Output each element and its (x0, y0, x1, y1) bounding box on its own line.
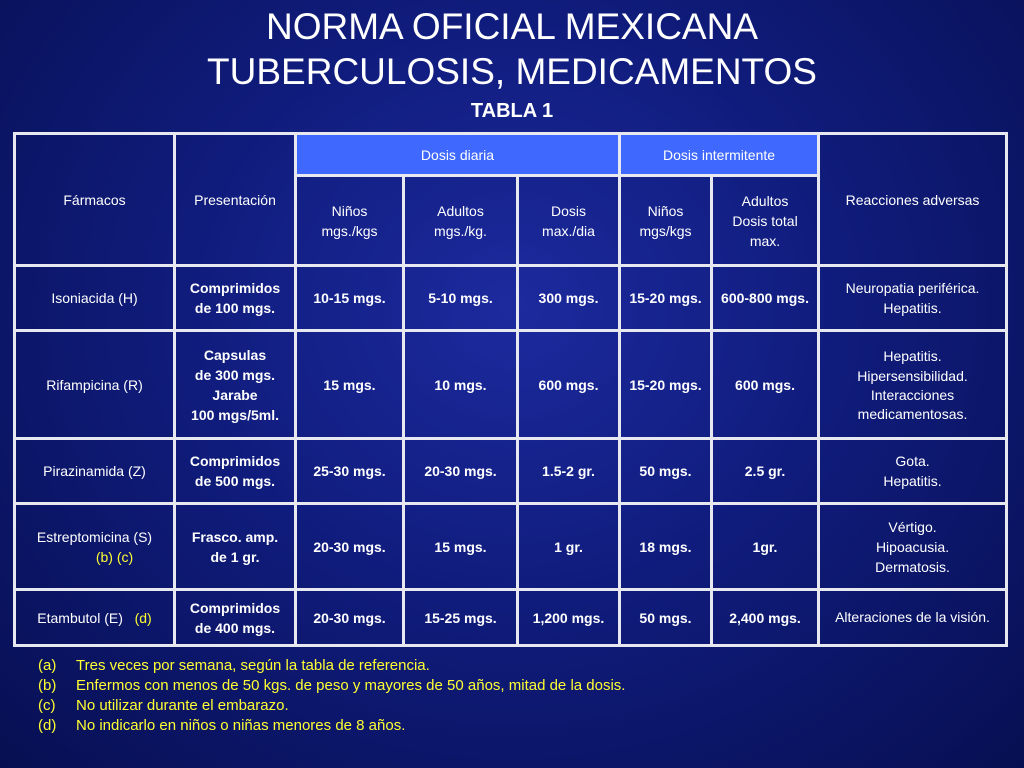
dose-adultos: 5-10 mgs. (404, 266, 518, 331)
dose-ninos: 25-30 mgs. (296, 439, 404, 504)
dose-max: 300 mgs. (518, 266, 620, 331)
header-reacciones: Reacciones adversas (819, 134, 1007, 266)
dose-int-ninos: 18 mgs. (620, 504, 712, 590)
presentation-line: Comprimidos (189, 599, 281, 616)
reaction-item: Hepatitis. (883, 347, 942, 364)
footnote-text: No utilizar durante el embarazo. (76, 697, 289, 714)
presentation-line: de 300 mgs. (194, 366, 276, 383)
header-farmacos: Fármacos (15, 134, 175, 266)
presentation (175, 590, 296, 646)
reaction-item: Vértigo. (888, 518, 937, 535)
dose-int-adultos: 2.5 gr. (712, 439, 819, 504)
drug-label: Etambutol (E) (37, 609, 123, 626)
presentation (175, 504, 296, 590)
header-row-1 (15, 134, 1007, 176)
footnotes (38, 656, 625, 736)
presentation (175, 266, 296, 331)
table-row (15, 590, 1007, 646)
presentation-line: de 1 gr. (210, 548, 260, 565)
adverse-reactions (819, 331, 1007, 439)
dose-int-adultos: 600-800 mgs. (712, 266, 819, 331)
dose-int-ninos: 15-20 mgs. (620, 331, 712, 439)
presentation (175, 439, 296, 504)
dose-adultos: 20-30 mgs. (404, 439, 518, 504)
dose-adultos: 15-25 mgs. (404, 590, 518, 646)
dose-ninos: 20-30 mgs. (296, 504, 404, 590)
dose-ninos: 20-30 mgs. (296, 590, 404, 646)
header-ninos-intermitente-l2: mgs/kgs (639, 222, 692, 239)
dose-ninos: 10-15 mgs. (296, 266, 404, 331)
drug-footnote-ref: (b) (c) (95, 548, 134, 565)
presentation-line: Frasco. amp. (191, 528, 279, 545)
dose-adultos: 10 mgs. (404, 331, 518, 439)
reaction-item: Hepatitis. (883, 300, 942, 316)
reaction-item: Alteraciones de la visión. (835, 609, 990, 625)
header-adultos-intermitente-l1: Adultos (741, 192, 789, 209)
header-dosis-max-l2: max./dia (542, 222, 595, 239)
dose-int-adultos: 1gr. (712, 504, 819, 590)
presentation-line: 100 mgs/5ml. (191, 406, 279, 423)
header-adultos-diaria-l2: mgs./kg. (434, 222, 487, 239)
reaction-item: Hipoacusia. (875, 538, 950, 555)
header-dosis-intermitente: Dosis intermitente (620, 134, 819, 176)
dose-max: 1,200 mgs. (518, 590, 620, 646)
header-dosis-max (518, 176, 620, 266)
footnote (38, 716, 625, 736)
drug-table (13, 132, 1008, 647)
footnote (38, 656, 625, 676)
header-ninos-diaria-l1: Niños (331, 202, 368, 219)
footnote-label: (b) (38, 677, 57, 694)
dose-int-ninos: 50 mgs. (620, 439, 712, 504)
presentation-line: Capsulas (203, 346, 267, 363)
reaction-item: Dermatosis. (875, 558, 950, 575)
footnote (38, 696, 625, 716)
header-presentacion: Presentación (175, 134, 296, 266)
reaction-item: Hepatitis. (883, 473, 942, 489)
title-line-1: NORMA OFICIAL MEXICANA (265, 6, 759, 47)
table-row (15, 266, 1007, 331)
drug-label: Estreptomicina (S) (36, 528, 153, 545)
adverse-reactions (819, 439, 1007, 504)
presentation-line: de 100 mgs. (194, 300, 276, 316)
dose-int-ninos: 50 mgs. (620, 590, 712, 646)
dose-max: 600 mgs. (518, 331, 620, 439)
header-adultos-intermitente (712, 176, 819, 266)
footnote-text: No indicarlo en niños o niñas menores de 8 años. (76, 717, 406, 734)
dose-int-ninos: 15-20 mgs. (620, 266, 712, 331)
reaction-item: Hipersensibilidad. (857, 367, 968, 384)
reaction-item: Neuropatia periférica. (845, 280, 980, 296)
reaction-item: Interacciones medicamentosas. (857, 386, 968, 422)
dose-int-adultos: 2,400 mgs. (712, 590, 819, 646)
header-ninos-diaria (296, 176, 404, 266)
footnote-label: (d) (38, 717, 57, 734)
table-row (15, 439, 1007, 504)
header-adultos-diaria-l1: Adultos (437, 202, 484, 219)
header-adultos-intermitente-l2: Dosis total max. (732, 212, 798, 249)
presentation-line: Comprimidos (189, 453, 281, 469)
drug-name (15, 266, 175, 331)
presentation-line: de 500 mgs. (194, 473, 276, 489)
dose-ninos: 15 mgs. (296, 331, 404, 439)
header-dosis-max-l1: Dosis (550, 202, 586, 219)
footnote-text: Enfermos con menos de 50 kgs. de peso y mayores de 50 años, mitad de la dosis. (76, 677, 626, 694)
dose-max: 1.5-2 gr. (518, 439, 620, 504)
dose-adultos: 15 mgs. (404, 504, 518, 590)
drug-footnote-ref: (d) (134, 609, 152, 626)
adverse-reactions (819, 590, 1007, 646)
header-adultos-diaria (404, 176, 518, 266)
page-title (0, 4, 1024, 94)
footnote (38, 676, 625, 696)
presentation-line: de 400 mgs. (194, 619, 276, 636)
drug-label: Rifampicina (R) (46, 376, 143, 393)
adverse-reactions (819, 504, 1007, 590)
drug-name (15, 590, 175, 646)
header-ninos-intermitente (620, 176, 712, 266)
reaction-item: Gota. (895, 453, 930, 469)
header-dosis-diaria: Dosis diaria (296, 134, 620, 176)
dose-max: 1 gr. (518, 504, 620, 590)
drug-name (15, 504, 175, 590)
presentation-line: Comprimidos (189, 280, 281, 296)
table-subtitle: TABLA 1 (470, 100, 554, 122)
footnote-text: Tres veces por semana, según la tabla de referencia. (76, 657, 430, 674)
adverse-reactions (819, 266, 1007, 331)
drug-label: Pirazinamida (Z) (43, 463, 146, 479)
drug-name (15, 331, 175, 439)
title-line-2: TUBERCULOSIS, MEDICAMENTOS (207, 51, 817, 92)
presentation-line: Jarabe (212, 386, 258, 403)
footnote-label: (c) (38, 697, 56, 714)
header-ninos-intermitente-l1: Niños (647, 202, 684, 219)
dose-int-adultos: 600 mgs. (712, 331, 819, 439)
presentation (175, 331, 296, 439)
table-row (15, 331, 1007, 439)
header-ninos-diaria-l2: mgs./kgs (321, 222, 378, 239)
footnote-label: (a) (38, 657, 57, 674)
drug-label: Isoniacida (H) (51, 290, 138, 306)
drug-name (15, 439, 175, 504)
table-row (15, 504, 1007, 590)
